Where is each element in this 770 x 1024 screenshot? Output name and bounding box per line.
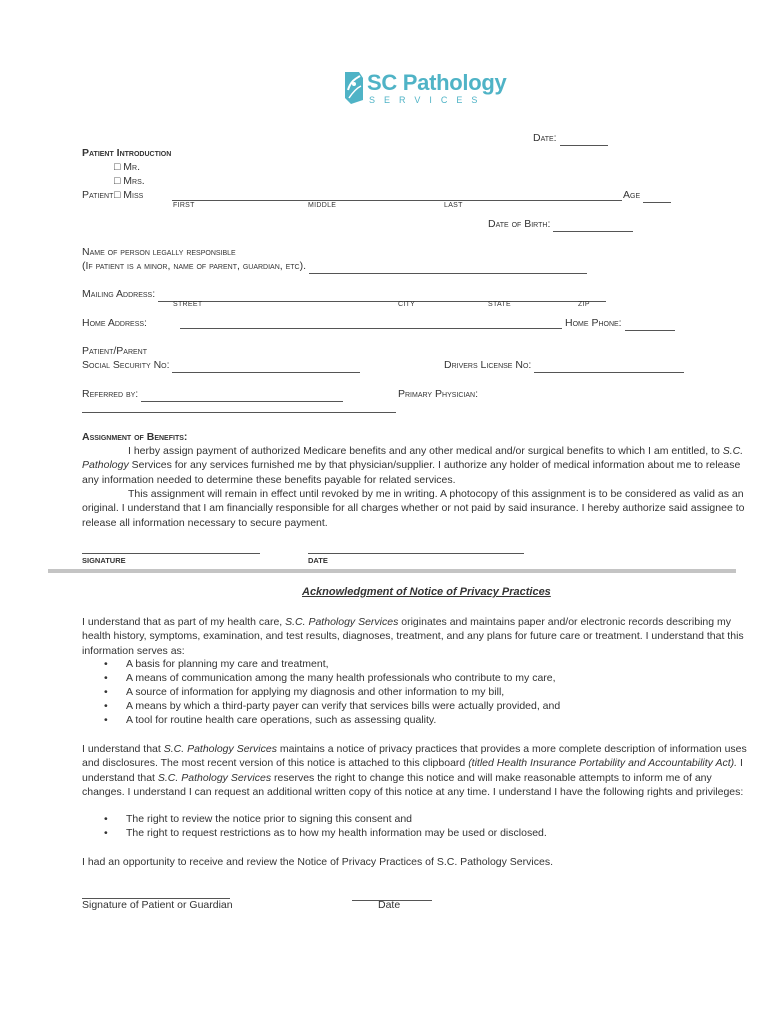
logo-name: SC Pathology — [367, 70, 507, 95]
privacy-p1-b: S.C. Pathology Services — [285, 616, 399, 628]
privacy-p1-c: originates and maintains paper and/or electronic records describing my health history, symptoms, examination, and test results, diagnoses, treatment, and any plans for future care or treatment. I understand that this information serves as: — [82, 616, 744, 657]
drivers-license-input-line[interactable] — [534, 358, 684, 373]
list-item-text: A source of information for applying my diagnosis and other information to my bill, — [126, 686, 505, 698]
referred-field — [82, 387, 343, 402]
city-caption: CITY — [398, 301, 416, 308]
ssn-input-line[interactable] — [172, 358, 360, 373]
street-caption: STREET — [173, 301, 203, 308]
assignment-paragraph-1 — [82, 444, 754, 487]
referred-input-line[interactable] — [141, 387, 343, 402]
age-label: Age — [623, 189, 641, 201]
title-miss-label: Miss — [123, 189, 144, 201]
home-address-label: Home Address: — [82, 317, 147, 329]
middle-name-caption: MIDDLE — [308, 202, 337, 209]
assignment-date-caption: DATE — [308, 556, 328, 565]
assignment-date-line[interactable] — [308, 553, 524, 554]
referred-label: Referred by: — [82, 388, 139, 400]
privacy-p2-c: maintains a notice of privacy practices that provides a more complete description of information uses and disclosures. The most recent version of this notice is attached to this clipboard — [82, 743, 747, 770]
privacy-p2-g: reserves the right to change this notice and will make reasonable attempts to inform me of any changes. I understand I can request an additional written copy of this notice at any time. I understand I have the following rights and privileges: — [82, 771, 744, 798]
privacy-p1-a: I understand that as part of my health care, — [82, 616, 286, 628]
checkbox-icon[interactable]: □ — [114, 189, 121, 201]
mailing-input-line[interactable] — [158, 287, 606, 302]
bullet-icon: • — [104, 658, 108, 670]
title-mrs-option[interactable] — [114, 174, 145, 188]
assignment-p1-c: Services for any services furnished me by that physician/supplier. I authorize any holder of medical information about me to release any information needed to determine these benefits payable for related services. — [82, 459, 741, 486]
mailing-address-field — [82, 287, 606, 302]
dob-field — [488, 217, 633, 232]
privacy-paragraph-2 — [82, 742, 754, 799]
ssn-field — [82, 358, 360, 373]
age-input-line[interactable] — [643, 188, 671, 203]
logo — [343, 70, 507, 110]
list-item-text: A tool for routine health care operations, such as assessing quality. — [126, 714, 437, 726]
patient-label: Patient — [82, 189, 114, 201]
title-mr-option[interactable] — [114, 160, 140, 174]
zip-caption: ZIP — [578, 301, 590, 308]
ssn-label: Social Security No: — [82, 359, 170, 371]
privacy-p2-a: I understand that — [82, 743, 164, 755]
age-field — [623, 188, 671, 203]
bullet-icon: • — [104, 714, 108, 726]
privacy-p2-b: S.C. Pathology Services — [163, 743, 277, 755]
list-item-text: A basis for planning my care and treatment, — [126, 658, 329, 670]
privacy-p2-d: (titled Health Insurance Portability and Accountability Act). — [468, 757, 738, 770]
privacy-p2-e: I understand that — [82, 757, 743, 784]
primary-physician-line[interactable] — [82, 412, 396, 413]
logo-mark-icon — [343, 70, 365, 106]
bullet-icon: • — [104, 686, 108, 698]
responsible-line2 — [82, 259, 587, 274]
bullet-icon: • — [104, 672, 108, 684]
bullet-icon: • — [104, 827, 108, 839]
dob-label: Date of Birth: — [488, 218, 551, 230]
patient-signature-caption: Signature of Patient or Guardian — [82, 899, 233, 911]
bullet-icon: • — [104, 700, 108, 712]
privacy-paragraph-1 — [82, 615, 754, 658]
title-miss-option[interactable] — [114, 188, 143, 202]
home-address-line[interactable] — [180, 328, 562, 329]
assignment-p1-a: I herby assign payment of authorized Medicare benefits and any other medical and/or surgical benefits to which I am entitled, to — [128, 445, 723, 457]
list-item-text: A means of communication among the many health professionals who contribute to my care, — [126, 672, 556, 684]
title-mr-label: Mr. — [123, 161, 140, 173]
title-mrs-label: Mrs. — [123, 175, 145, 187]
drivers-license-label: Drivers License No: — [444, 359, 532, 371]
checkbox-icon[interactable]: □ — [114, 175, 121, 187]
mailing-label: Mailing Address: — [82, 288, 156, 300]
responsible-input-line[interactable] — [309, 259, 587, 274]
responsible-line1: Name of person legally responsible — [82, 246, 236, 258]
assignment-signature-caption: SIGNATURE — [82, 556, 126, 565]
assignment-heading: Assignment of Benefits: — [82, 431, 188, 443]
checkbox-icon[interactable]: □ — [114, 161, 121, 173]
responsible-label: (If patient is a minor, name of parent, guardian, etc). — [82, 260, 307, 272]
date-input-line[interactable] — [560, 131, 608, 146]
patient-name-line[interactable] — [172, 200, 622, 201]
patient-date-caption: Date — [378, 899, 401, 911]
list-item-text: The right to request restrictions as to how my health information may be used or disclosed. — [126, 827, 547, 839]
date-field — [533, 131, 608, 146]
patient-intro-heading: Patient Introduction — [82, 147, 172, 159]
privacy-title: Acknowledgment of Notice of Privacy Practices — [302, 586, 551, 598]
ssn-line1: Patient/Parent — [82, 345, 148, 357]
section-divider — [48, 569, 736, 573]
home-phone-label: Home Phone: — [565, 317, 622, 329]
privacy-p2-f: S.C. Pathology Services — [157, 771, 272, 784]
assignment-paragraph-2: This assignment will remain in effect until revoked by me in writing. A photocopy of this assignment is to be considered as valid as an original. I understand that I am financially responsible for all charges whether or not paid by said insurance. I hereby authorize said assignee to release all information necessary to secure payment. — [82, 488, 745, 529]
home-phone-input-line[interactable] — [625, 316, 675, 331]
primary-physician-label: Primary Physician: — [398, 388, 479, 400]
privacy-paragraph-3: I had an opportunity to receive and review the Notice of Privacy Practices of S.C. Pathology Services. — [82, 856, 553, 868]
list-item-text: A means by which a third-party payer can verify that services bills were actually provided, and — [126, 700, 561, 712]
assignment-p1-b: S.C. Pathology — [82, 445, 744, 472]
dob-input-line[interactable] — [553, 217, 633, 232]
first-name-caption: FIRST — [173, 202, 195, 209]
list-item-text: The right to review the notice prior to signing this consent and — [126, 813, 412, 825]
logo-sub: SERVICES — [369, 95, 487, 105]
home-phone-field — [565, 316, 675, 331]
date-label: Date: — [533, 132, 557, 144]
bullet-icon: • — [104, 813, 108, 825]
last-name-caption: LAST — [444, 202, 463, 209]
state-caption: STATE — [488, 301, 512, 308]
drivers-license-field — [444, 358, 684, 373]
assignment-signature-line[interactable] — [82, 553, 260, 554]
